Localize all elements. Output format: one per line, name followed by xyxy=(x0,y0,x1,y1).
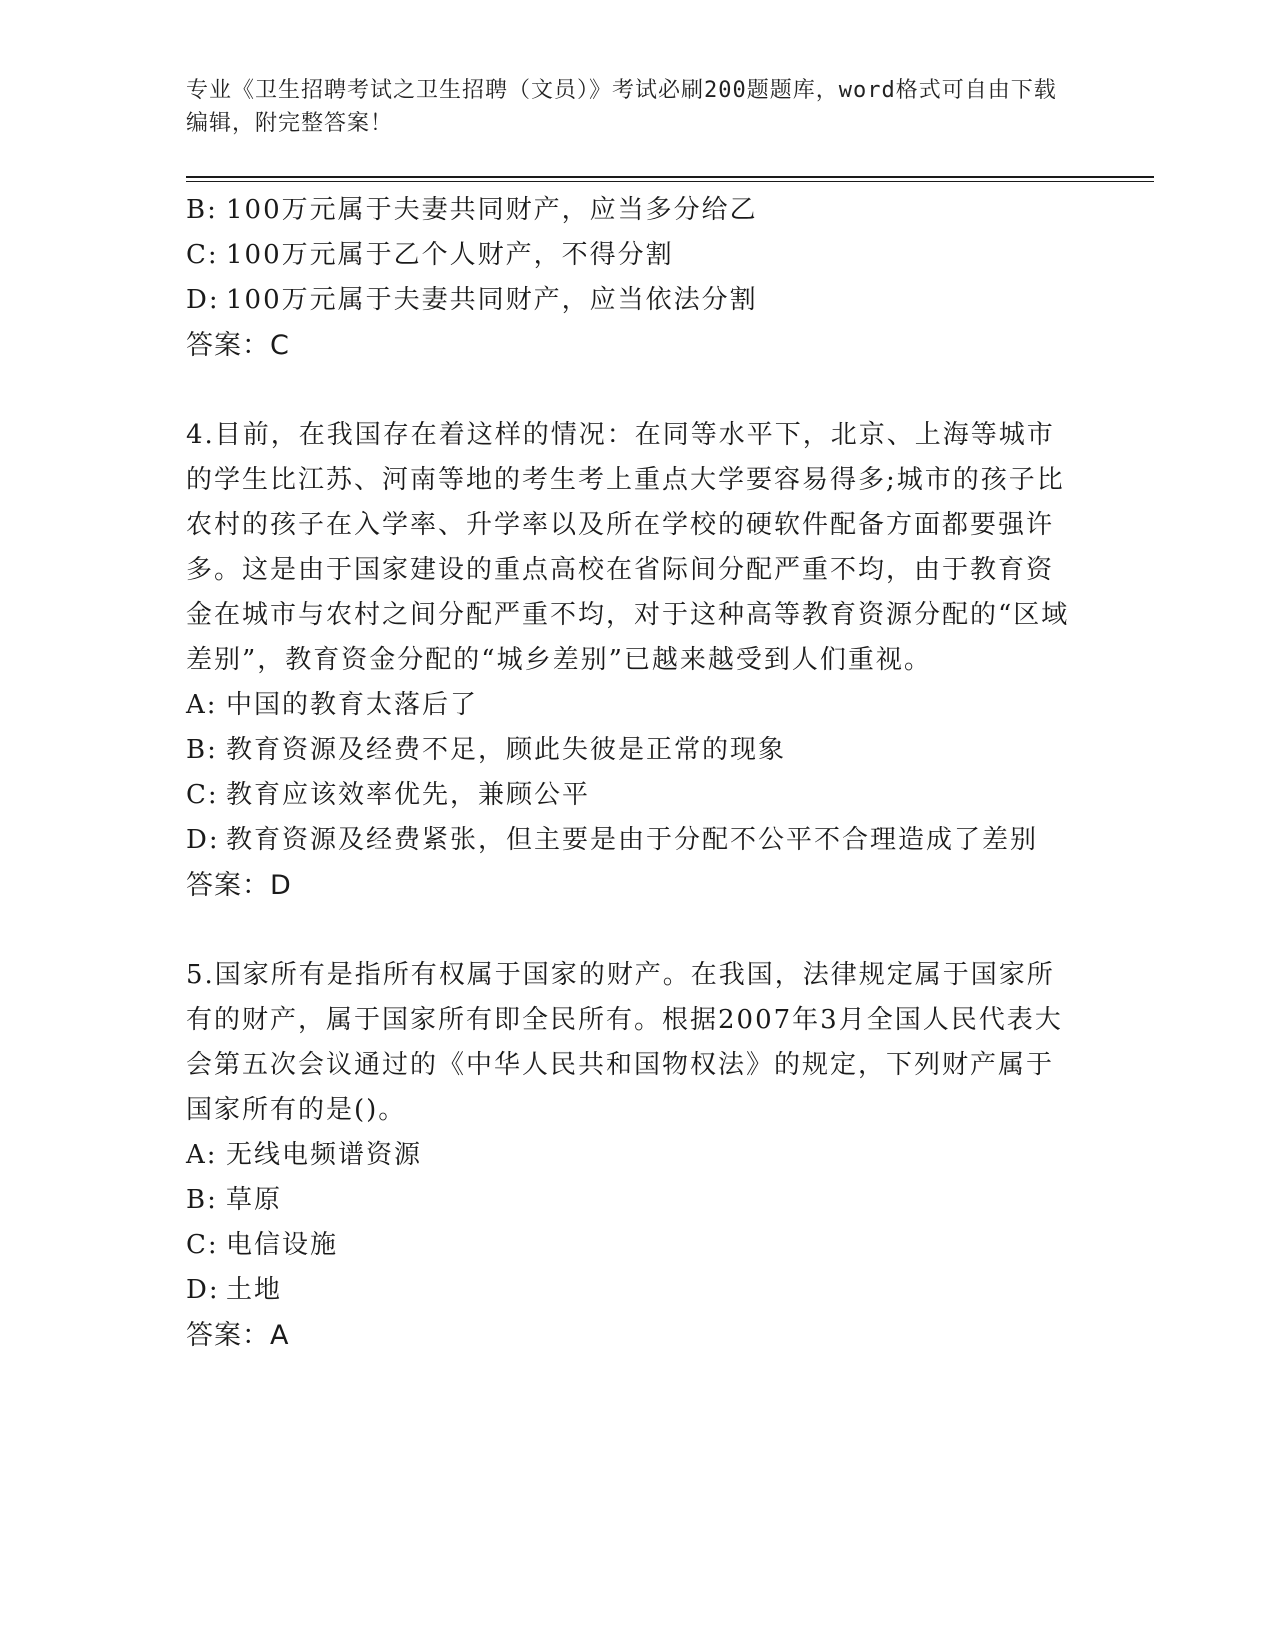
document-header xyxy=(186,74,1066,140)
answer: 答案：C xyxy=(186,330,290,361)
answer: 答案：D xyxy=(186,870,292,901)
option-d: D: 教育资源及经费紧张，但主要是由于分配不公平不合理造成了差别 xyxy=(186,825,1039,855)
question-5 xyxy=(186,953,1076,1358)
option-b: B: 教育资源及经费不足，顾此失彼是正常的现象 xyxy=(186,735,787,765)
option-c: C: 100万元属于乙个人财产，不得分割 xyxy=(186,240,674,270)
question-stem: 5.国家所有是指所有权属于国家的财产。在我国，法律规定属于国家所有的财产，属于国家所有即全民所有。根据2007年3月全国人民代表大会第五次会议通过的《中华人民共和国物权法》的规定，下列财产属于国家所有的是()。 xyxy=(186,960,1063,1125)
option-a: A: 中国的教育太落后了 xyxy=(186,690,479,720)
question-stem: 4.目前，在我国存在着这样的情况：在同等水平下，北京、上海等城市的学生比江苏、河南等地的考生考上重点大学要容易得多;城市的孩子比农村的孩子在入学率、升学率以及所在学校的硬软件配备方面都要强许多。这是由于国家建设的重点高校在省际间分配严重不均，由于教育资金在城市与农村之间分配严重不均，对于这种高等教育资源分配的“区域差别”，教育资金分配的“城乡差别”已越来越受到人们重视。 xyxy=(186,420,1070,675)
option-b: B: 100万元属于夫妻共同财产，应当多分给乙 xyxy=(186,195,758,225)
header-divider-thin xyxy=(186,181,1154,182)
question-4 xyxy=(186,413,1076,908)
question-3-continued xyxy=(186,188,1076,368)
answer: 答案：A xyxy=(186,1320,290,1351)
header-divider xyxy=(186,176,1154,178)
option-b: B: 草原 xyxy=(186,1185,283,1215)
option-a: A: 无线电频谱资源 xyxy=(186,1140,423,1170)
option-d: D: 100万元属于夫妻共同财产，应当依法分割 xyxy=(186,285,758,315)
header-title: 专业《卫生招聘考试之卫生招聘（文员）》考试必刷200题题库，word格式可自由下载编辑，附完整答案！ xyxy=(186,78,1057,136)
option-c: C: 电信设施 xyxy=(186,1230,339,1260)
document-body xyxy=(186,188,1076,1358)
option-d: D: 土地 xyxy=(186,1275,283,1305)
option-c: C: 教育应该效率优先，兼顾公平 xyxy=(186,780,591,810)
